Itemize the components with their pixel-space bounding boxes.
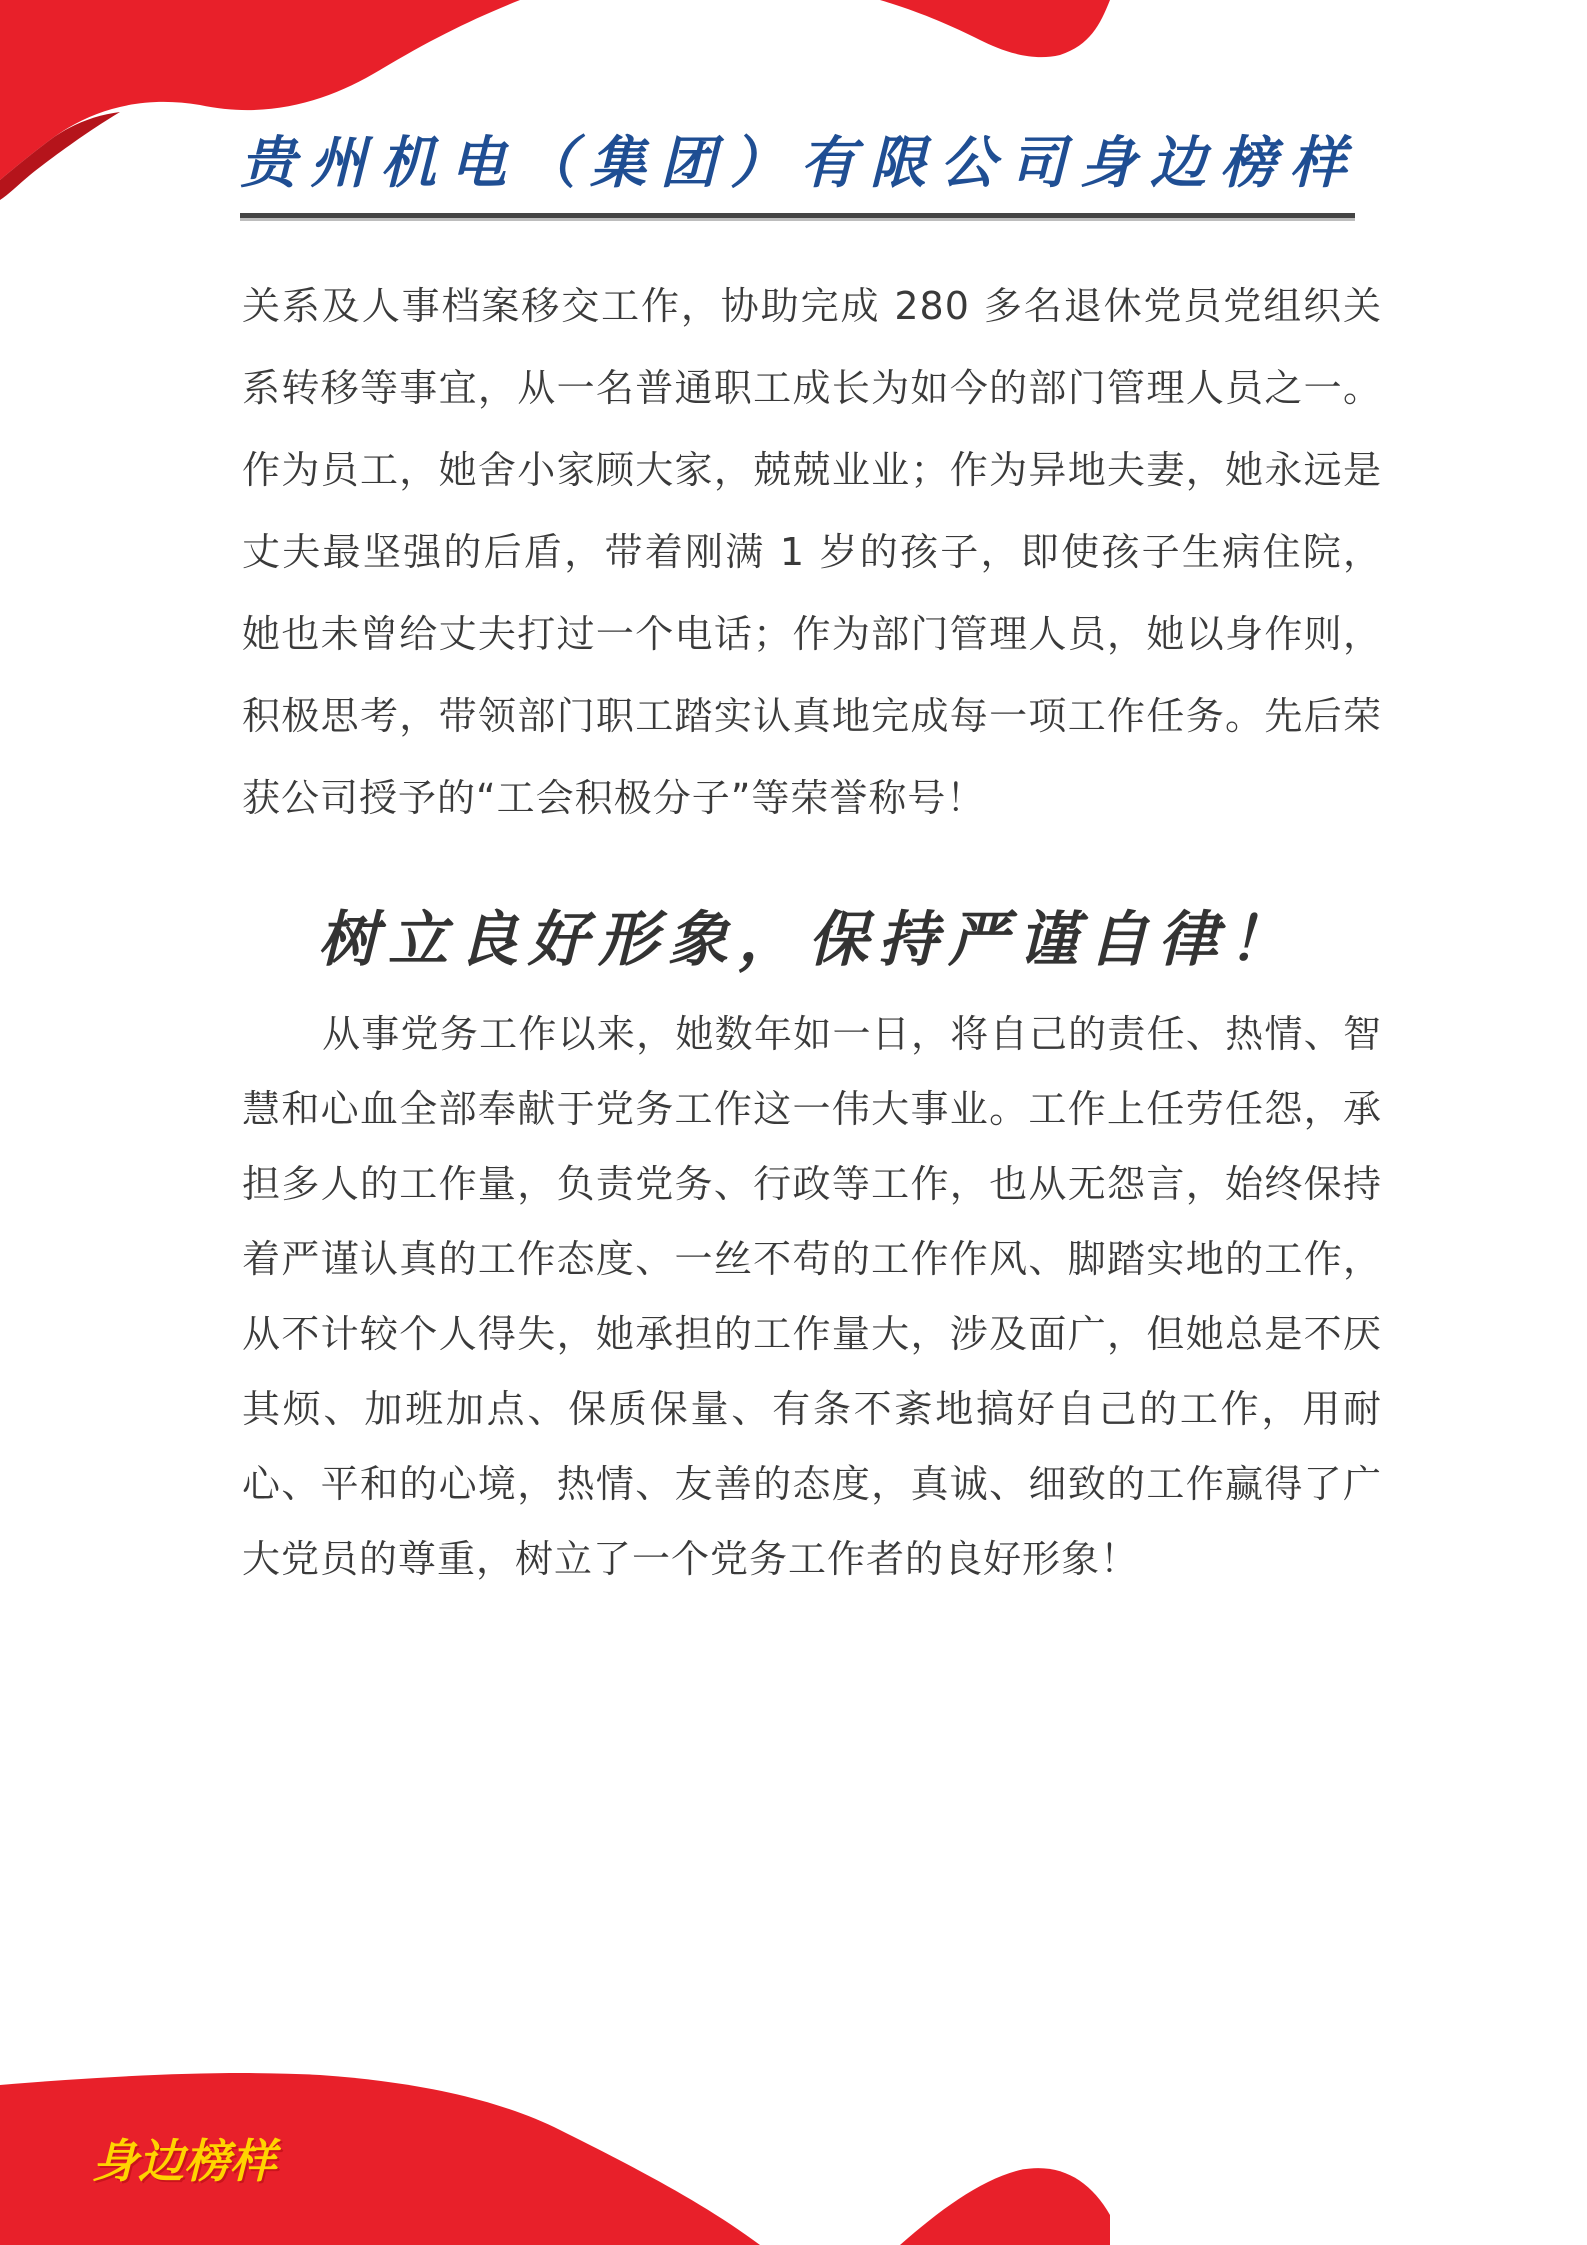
bottom-right-red-wave: [900, 2168, 1110, 2245]
header-divider: [240, 213, 1355, 221]
top-right-red-wave: [880, 0, 1110, 57]
header-title: 贵州机电（集团）有限公司身边榜样: [240, 130, 1360, 196]
section-heading: 树立良好形象，保持严谨自律！: [318, 905, 1298, 975]
body-paragraph: 关系及人事档案移交工作，协助完成 280 多名退休党员党组织关系转移等事宜，从一名普通职工成长为如今的部门管理人员之一。作为员工，她舍小家顾大家，兢兢业业；作为异地夫妻，她永远是丈夫最坚强的后盾，带着刚满 1 岁的孩子，即使孩子生病住院，她也未曾给丈夫打过一个电话；作为部门管理人员，她以身作则，积极思考，带领部门职工踏实认真地完成每一项工作任务。先后荣获公司授予的“工会积极分子”等荣誉称号！: [242, 284, 1382, 820]
footer-logo: 身边榜样: [92, 2134, 276, 2188]
body-paragraph: 从事党务工作以来，她数年如一日，将自己的责任、热情、智慧和心血全部奉献于党务工作这一伟大事业。工作上任劳任怨，承担多人的工作量，负责党务、行政等工作，也从无怨言，始终保持着严谨认真的工作态度、一丝不苟的工作作风、脚踏实地的工作，从不计较个人得失，她承担的工作量大，涉及面广，但她总是不厌其烦、加班加点、保质保量、有条不紊地搞好自己的工作，用耐心、平和的心境，热情、友善的态度，真诚、细致的工作赢得了广大党员的尊重，树立了一个党务工作者的良好形象！: [242, 1012, 1382, 1581]
